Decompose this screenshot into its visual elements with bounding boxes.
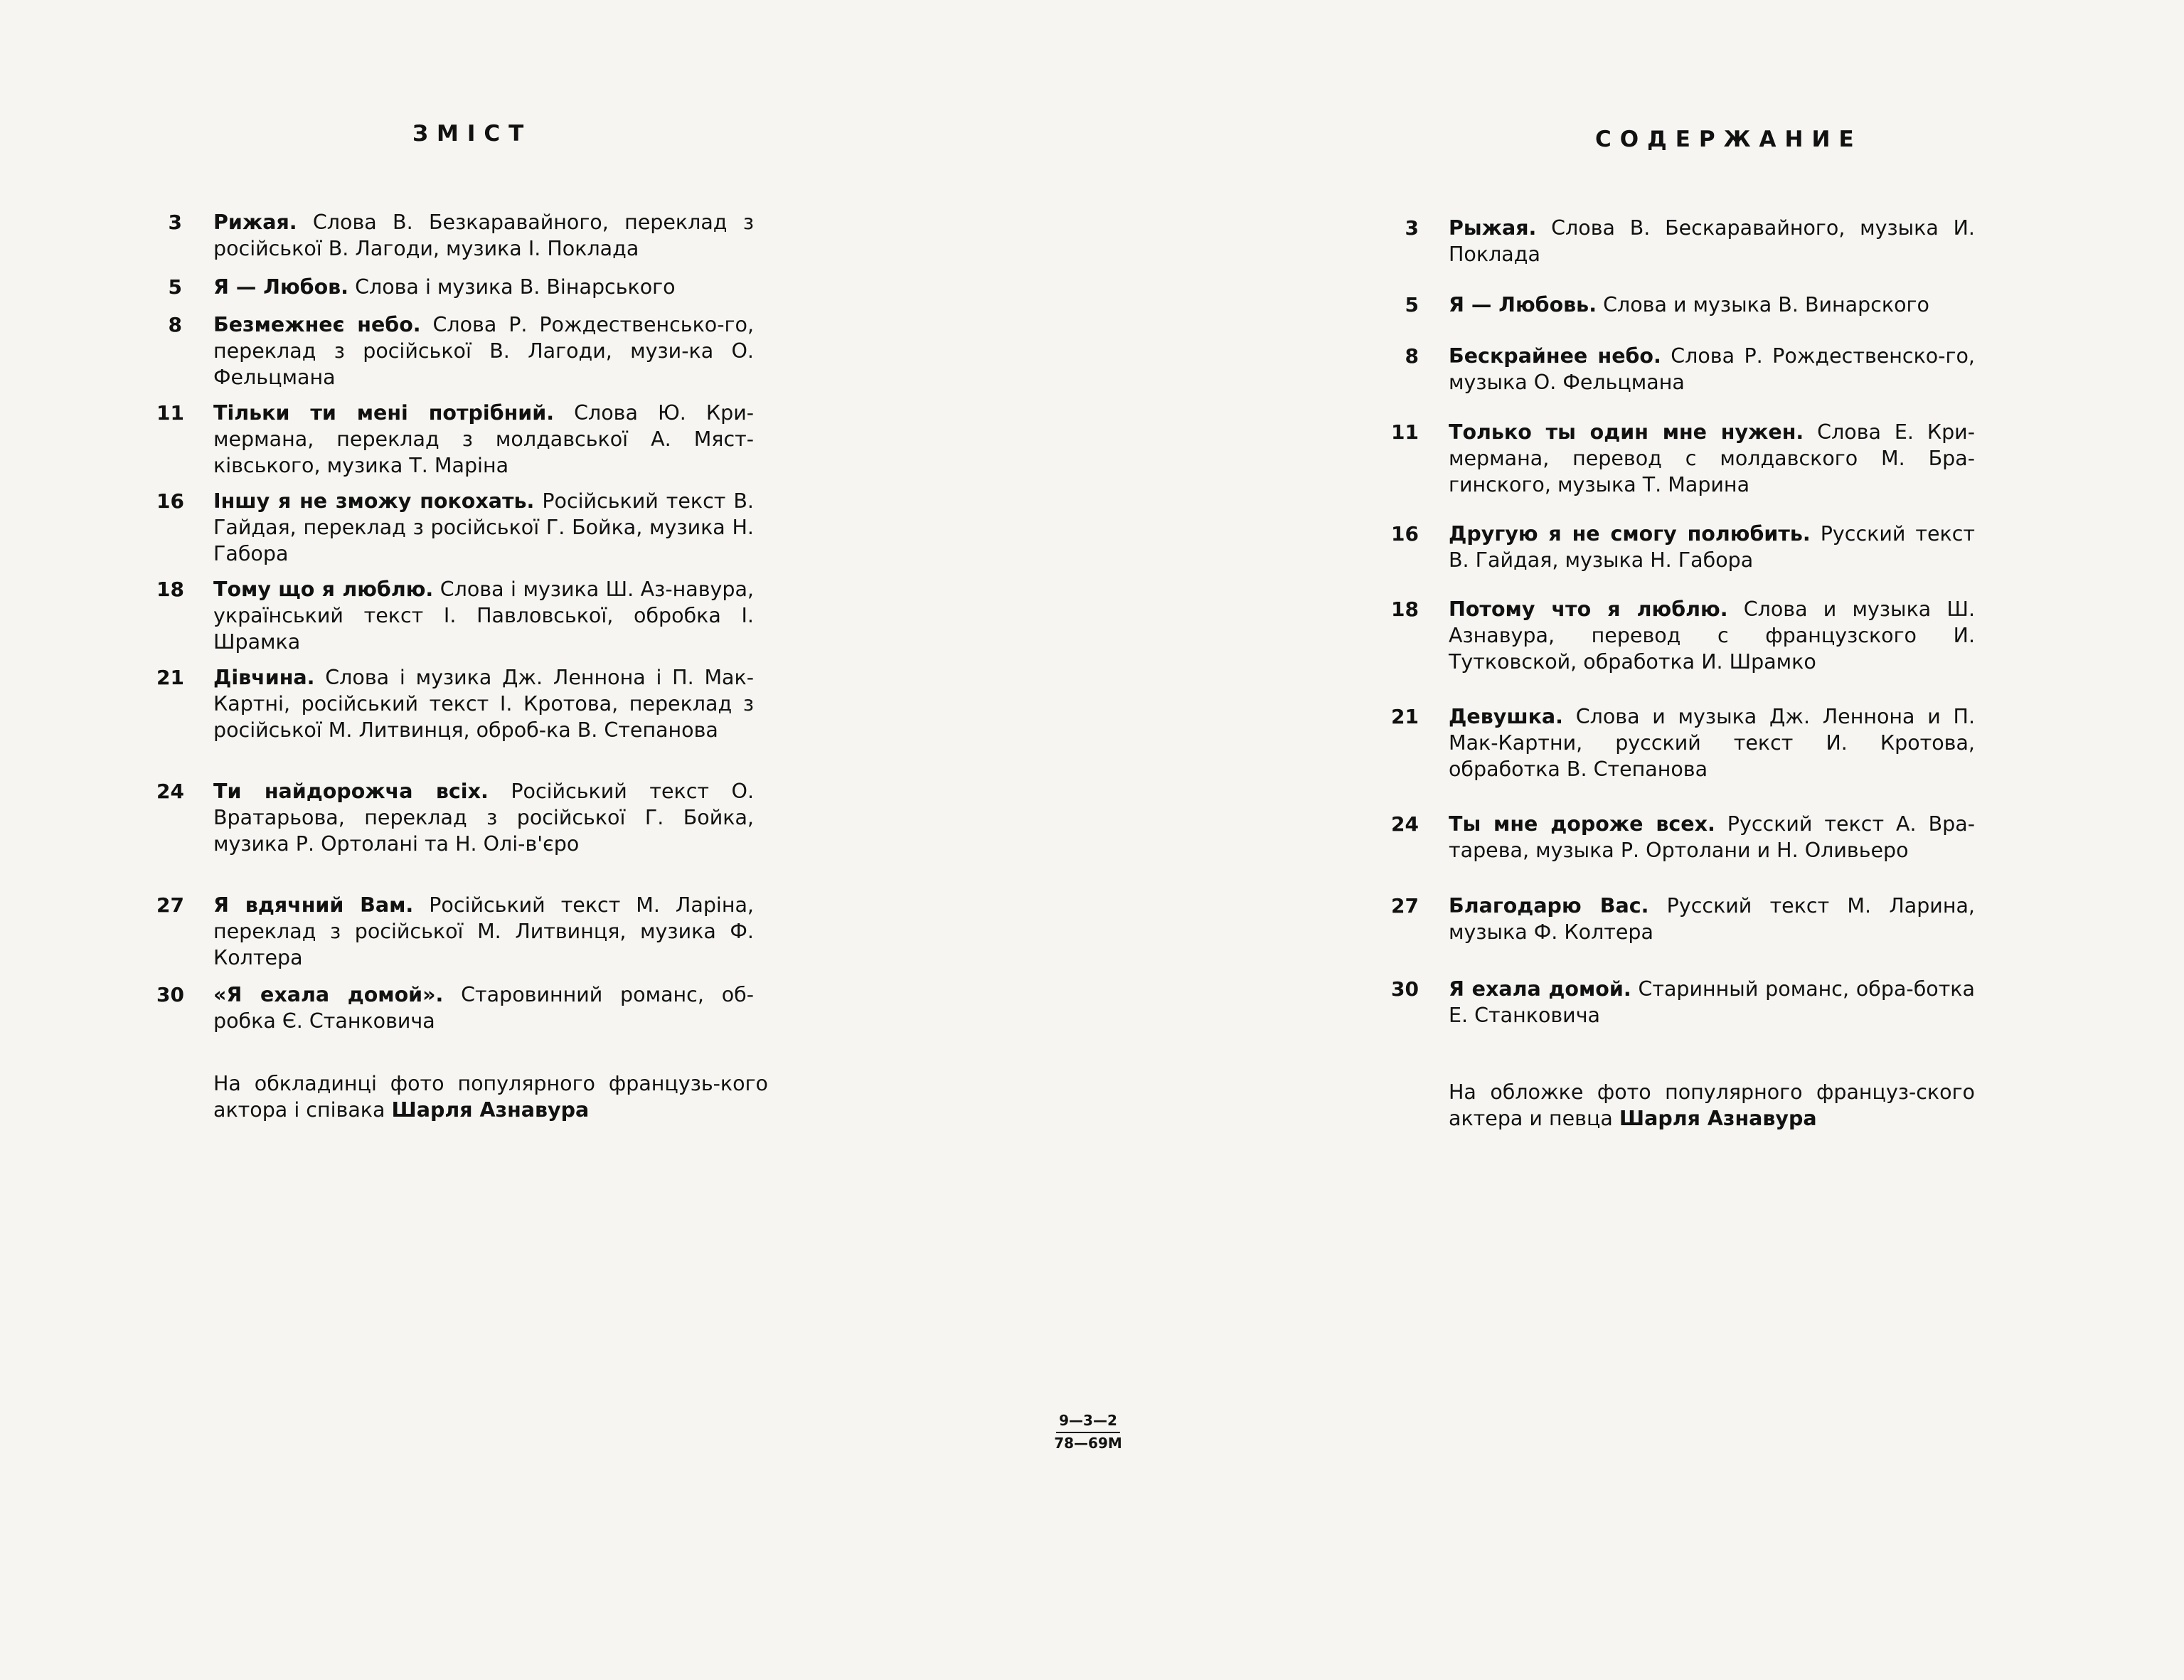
- left-heading: ЗМІСТ: [412, 121, 533, 147]
- entry-text: [1449, 292, 1975, 318]
- toc-entry: [1390, 703, 1981, 782]
- page-number: 3: [1405, 216, 1419, 240]
- toc-entry: [156, 664, 754, 743]
- page-number: 30: [1391, 977, 1419, 1001]
- entry-title: Другую я не смогу полюбить.: [1449, 522, 1811, 546]
- entry-text: [1449, 976, 1975, 1028]
- entry-credits: Старинный романс, обра-ботка Е. Станковича: [1449, 977, 1975, 1027]
- page-number: 16: [156, 489, 184, 513]
- toc-entry: [1390, 215, 1981, 267]
- entry-title: Безмежнеє небо.: [213, 313, 421, 336]
- toc-entry: [156, 400, 754, 479]
- entry-title: Бескрайнее небо.: [1449, 344, 1661, 368]
- page-number: 21: [1391, 705, 1419, 728]
- entry-title: Я вдячний Вам.: [213, 893, 414, 917]
- page-number: 18: [156, 578, 184, 601]
- entry-text: [1449, 596, 1975, 675]
- entry-text: [213, 209, 754, 262]
- entry-text: [213, 274, 754, 300]
- entry-text: [213, 982, 754, 1034]
- entry-title: Тільки ти мені потрібний.: [213, 401, 555, 425]
- page-number: 24: [1391, 812, 1419, 836]
- cover-note-name: Шарля Азнавура: [391, 1098, 590, 1122]
- entry-title: Девушка.: [1449, 705, 1563, 728]
- entry-title: Благодарю Вас.: [1449, 894, 1649, 918]
- entry-credits: Старовинний романс, об-робка Є. Станковича: [213, 983, 754, 1033]
- entry-text: [213, 664, 754, 743]
- entry-credits: Слова и музыка В. Винарского: [1597, 293, 1929, 317]
- entry-title: Я ехала домой.: [1449, 977, 1631, 1001]
- toc-entry: [156, 209, 754, 262]
- entry-title: Іншу я не зможу покохать.: [213, 489, 535, 513]
- entry-title: Потому что я люблю.: [1449, 597, 1728, 621]
- cover-note: [213, 1070, 768, 1123]
- toc-entry: [1390, 343, 1981, 395]
- toc-entry: [156, 274, 754, 300]
- page-number: 5: [1405, 293, 1419, 317]
- entry-text: [213, 778, 754, 857]
- entry-credits: Слова и музыка Ш. Азнавура, перевод с французского И. Тутковской, обработка И. Шрамко: [1449, 597, 1976, 674]
- imprint-code: [1024, 1410, 1152, 1453]
- entry-title: Я — Любовь.: [1449, 293, 1597, 317]
- entry-credits: Слова Ю. Кри-мермана, переклад з молдавської А. Мяст-ківського, музика Т. Маріна: [213, 401, 754, 477]
- entry-title: Рижая.: [213, 211, 297, 234]
- entry-text: [213, 312, 754, 390]
- entry-title: Ты мне дороже всех.: [1449, 812, 1715, 836]
- toc-entry: [156, 778, 754, 857]
- entry-credits: Русский текст М. Ларина, музыка Ф. Колтера: [1449, 894, 1975, 944]
- entry-credits: Слова В. Бескаравайного, музыка И. Поклада: [1449, 216, 1975, 266]
- entry-text: [1449, 893, 1975, 945]
- page-number: 16: [1391, 522, 1419, 546]
- entry-text: [213, 400, 754, 479]
- page-number: 21: [156, 666, 184, 689]
- entry-text: [1449, 703, 1975, 782]
- toc-entry: [156, 982, 754, 1034]
- page-number: 18: [1391, 597, 1419, 621]
- entry-text: [213, 576, 754, 655]
- entry-credits: Слова Р. Рождественсько-го, переклад з російської В. Лагоди, музи-ка О. Фельцмана: [213, 313, 754, 389]
- toc-entry: [1390, 419, 1981, 498]
- toc-entry: [156, 312, 754, 390]
- entry-title: Я — Любов.: [213, 275, 349, 299]
- entry-text: [213, 488, 754, 567]
- entry-title: Тому що я люблю.: [213, 578, 434, 601]
- cover-note-name: Шарля Азнавура: [1619, 1107, 1817, 1130]
- entry-title: Дівчина.: [213, 666, 315, 689]
- toc-entry: [1390, 976, 1981, 1028]
- imprint-code-top: 9—3—2: [1056, 1410, 1120, 1433]
- imprint-code-bottom: 78—69М: [1054, 1435, 1122, 1452]
- cover-note: [1449, 1079, 1975, 1132]
- entry-text: [1449, 419, 1975, 498]
- page-number: 24: [156, 780, 184, 803]
- entry-credits: Слова Р. Рождественско-го, музыка О. Фельцмана: [1449, 344, 1975, 394]
- page-number: 27: [156, 893, 184, 917]
- entry-credits: Слова і музика В. Вінарського: [348, 275, 676, 299]
- entry-title: Рыжая.: [1449, 216, 1537, 240]
- page-number: 5: [168, 275, 182, 299]
- entry-text: [1449, 215, 1975, 267]
- entry-credits: Русский текст В. Гайдая, музыка Н. Габора: [1449, 522, 1976, 572]
- cover-note-text: На обкладинці фото популярного французь-кого актора і співака: [213, 1072, 768, 1122]
- toc-entry: [156, 892, 754, 971]
- entry-credits: Російський текст М. Ларіна, переклад з російської М. Литвинця, музика Ф. Колтера: [213, 893, 754, 969]
- toc-entry: [1390, 596, 1981, 675]
- toc-entry: [156, 488, 754, 567]
- entry-text: [1449, 521, 1975, 573]
- toc-entry: [1390, 811, 1981, 863]
- page-number: 27: [1391, 894, 1419, 918]
- page-number: 3: [168, 211, 182, 234]
- cover-note-text: На обложке фото популярного француз-ского актера и певца: [1449, 1080, 1975, 1130]
- entry-text: [1449, 811, 1975, 863]
- entry-credits: Російський текст О. Вратарьова, переклад з російської Г. Бойка, музика Р. Ортолані та Н. Олі-в'єро: [213, 780, 755, 856]
- entry-title: Только ты один мне нужен.: [1449, 420, 1804, 444]
- entry-text: [213, 892, 754, 971]
- page-number: 11: [156, 401, 184, 425]
- entry-credits: Слова і музика Ш. Аз-навура, український текст І. Павловської, обробка І. Шрамка: [213, 578, 754, 654]
- page-number: 30: [156, 983, 184, 1006]
- toc-entry: [1390, 292, 1981, 318]
- entry-credits: Слова і музика Дж. Леннона і П. Мак-Картні, російський текст І. Кротова, переклад з російської М. Литвинця, оброб-ка В. Степанова: [213, 666, 754, 742]
- toc-entry: [1390, 893, 1981, 945]
- entry-credits: Русский текст А. Вра-тарева, музыка Р. Ортолани и Н. Оливьеро: [1449, 812, 1975, 862]
- entry-text: [1449, 343, 1975, 395]
- entry-credits: Слова В. Безкаравайного, переклад з російської В. Лагоди, музика І. Поклада: [213, 211, 754, 260]
- page-number: 8: [168, 313, 182, 336]
- toc-entry: [156, 576, 754, 655]
- entry-title: «Я ехала домой».: [213, 983, 444, 1006]
- entry-credits: Слова Е. Кри-мермана, перевод с молдавского М. Бра-гинского, музыка Т. Марина: [1449, 420, 1975, 496]
- page-number: 11: [1391, 420, 1419, 444]
- entry-credits: Російський текст В. Гайдая, переклад з російської Г. Бойка, музика Н. Габора: [213, 489, 754, 565]
- entry-title: Ти найдорожча всіх.: [213, 780, 489, 803]
- entry-credits: Слова и музыка Дж. Леннона и П. Мак-Картни, русский текст И. Кротова, обработка В. Степанова: [1449, 705, 1975, 781]
- toc-entry: [1390, 521, 1981, 573]
- page-number: 8: [1405, 344, 1419, 368]
- right-heading: СОДЕРЖАНИЕ: [1595, 127, 1863, 152]
